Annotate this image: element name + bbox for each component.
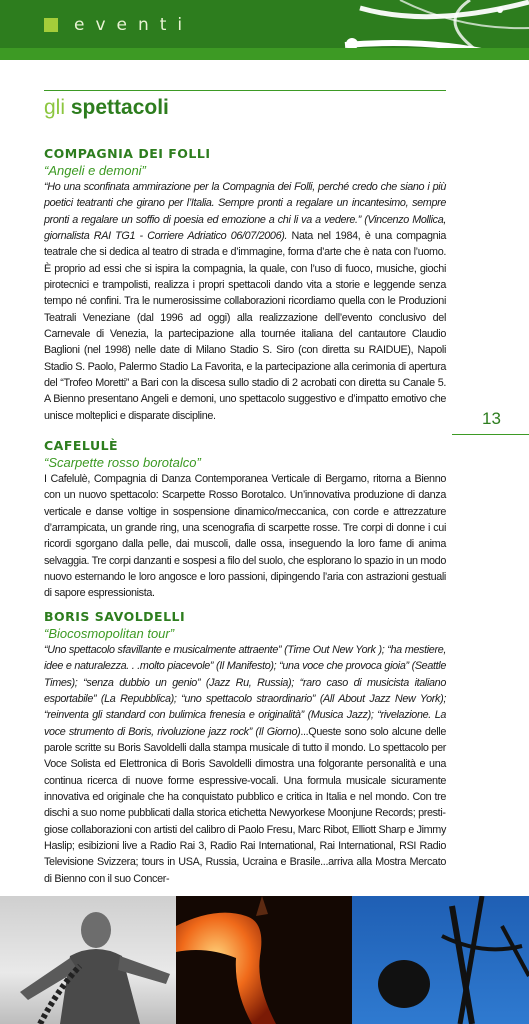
header-square-icon [44, 18, 58, 32]
section-body [44, 471, 446, 602]
section-text: ...Queste sono solo alcune delle parole scritte su Boris Savoldelli dalla stampa musicale di tutto il mondo. Lo spettacolo per Voce Solista ed Elettronica di Boris Savoldelli dimostra una folgorante personalità e una continua ricerca di nuove forme espressive-vocali. Una formula musicale sicuramente innovativa ed originale che ha conquistato pubblico e critica in Italia e nel mondo. Con tre dischi a suo nome pubblicati dalla storica etichetta Newyorkese Moonjune Records; prestigiose collaborazioni con artisti del calibro di Paolo Fresu, Marc Ribot, Elliott Sharp e Jimmy Haslip; esibizioni live a Radio Rai 3, Radio Rai International, Rai International, RSI Radio Televisione Svizzera; tours in USA, Russia, Ucraina e Brasile...arriva alla Mostra Mercato di Bienno con il suo Concer- [44, 725, 446, 885]
page-number: 13 [482, 409, 501, 428]
section-heading: COMPAGNIA DEI FOLLI [44, 146, 211, 161]
section-heading: CAFELULÈ [44, 438, 119, 453]
section-text: I Cafelulè, Compagnia di Danza Contemporanea Verticale di Bergamo, ritorna a Bienno con un nuovo spettacolo: Scarpette Rosso Borotalco. Un’innovativa produzione di danza verticale e danse voltige in sospensione dinamico/meccanica, con corde e attrezzature d’arrampicata, un grande ring, una scenografia di scarpette rosse. Tre corpi di donne i cui ricordi sgorgano dalla pelle, dai muscoli, dalle ossa, inseguendo la loro fame di anima selvaggia. Tre corpi danzanti e sospesi a filo del suolo, che esplorano lo spazio in un modo nuovo esternando le loro angosce e loro passioni, dipingendo l’aria con astrazioni gestuali di sapore espressionista. [44, 473, 446, 600]
title-main: spettacoli [70, 96, 169, 119]
title-prefix: gli [44, 96, 66, 119]
photo-metal-sculpture [352, 896, 529, 1024]
photo-performer [0, 896, 176, 1024]
section-subtitle: “Scarpette rosso borotalco” [44, 455, 201, 470]
section-quote: “Ho una sconfinata ammirazione per la Compagnia dei Folli, perché credo che siano i più poetici teatranti che girano per l’Italia. Sempre pronti a regalare un incantesimo, sempre pronti a regalare un soffio di poesia ed emozione a chi li va a vedere.” (Vincenzo Mollica, giornalista RAI TG1 - Corriere Adriatico 06/07/2006). [44, 181, 446, 243]
title-divider [44, 90, 446, 91]
photo-strip [0, 896, 529, 1024]
header-bar [0, 0, 529, 60]
section-compagnia-dei-folli [44, 146, 446, 424]
section-heading: BORIS SAVOLDELLI [44, 609, 186, 624]
section-body [44, 642, 446, 887]
section-boris-savoldelli [44, 609, 446, 887]
page-number-rule [452, 434, 529, 435]
section-subtitle: “Biocosmopolitan tour” [44, 626, 175, 641]
section-body [44, 179, 446, 424]
photo-fire-sculpture [176, 896, 352, 1024]
header-label: eventi [74, 15, 194, 35]
section-cafelule [44, 438, 446, 602]
section-quote: “Uno spettacolo sfavillante e musicalmente attraente” (Time Out New York ); “ha mestiere, idee e naturalezza. . .molto piacevole” (Il Manifesto); “una voce che provoca gioia” (Seattle Times); “senza dubbio un genio” (Jazz Ru, Russia); “raro caso di musicista italiano esportabile” (La Repubblica); “uno spettacolo straordinario” (All About Jazz New York); “reinventa gli standard con bulimica frenesia e originalità” (Musica Jazz); “rivelazione. La voce strumento di Boris, rivoluzione jazz rock” (Il Giorno) [44, 644, 446, 738]
page-title [44, 96, 169, 120]
section-subtitle: “Angeli e demoni” [44, 163, 146, 178]
section-text: Nata nel 1984, è una compagnia teatrale che si dedica al teatro di strada e d’immagine, forma d’arte che è nata con l’uomo. È proprio ad essi che si ispira la compagnia, la quale, con l’uso di fuoco, musiche, giochi pirotecnici e trampolisti, realizza i propri spettacoli dando vita a storie e leggende senza tempo né confini. Tra le numerosissime collaborazioni ricordiamo quella con le Produzioni Teatrali Veneziane (dal 1996 ad oggi) alla realizzazione dell’evento conclusivo del Carnevale di Venezia, la partecipazione alla tournée italiana del cantautore Claudio Baglioni (nel 1998) nelle date di Milano Stadio S. Siro (con diretta su RAIDUE), Napoli Stadio S. Paolo, Palermo Stadio La Favorita, e la partecipazione alla cerimonia di apertura del “Trofeo Moretti” a Bari con la discesa sullo stadio di 2 acrobati con diretta su Canale 5. A Bienno presentano Angeli e demoni, uno spettacolo suggestivo e d’impatto emotivo che unisce molteplici e disparate discipline. [44, 230, 446, 422]
header-accent-strip [0, 48, 529, 60]
